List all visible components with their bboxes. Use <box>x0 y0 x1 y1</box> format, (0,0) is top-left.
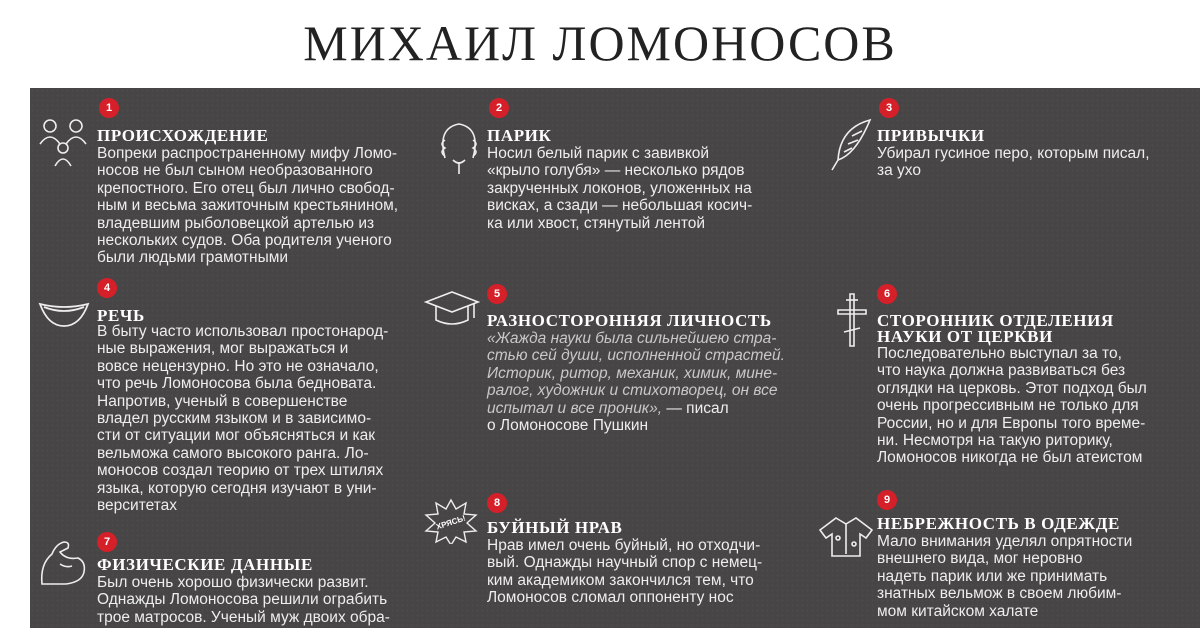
robe-garment-icon <box>818 514 874 558</box>
card-text: Последовательно выступал за то, что наука должна развиваться без оглядки на церковь. Этот подход был очень прогрессивным не только для России, но и для Европы того време- ни. Несмотря на такую риторику, Ломоносов никогда не был атеистом <box>877 345 1147 467</box>
feather-quill-icon <box>830 118 874 172</box>
flexed-arm-icon <box>38 538 88 588</box>
card-number-badge: 2 <box>489 98 509 118</box>
family-people-icon <box>36 114 90 168</box>
card-heading: ПРОИСХОЖДЕНИЕ <box>97 126 269 145</box>
infographic-panel <box>30 88 1200 628</box>
card-text: Мало внимания уделял опрятности внешнего вида, мог неровно надеть парик или же принимать знатных вельмож в своем любим- мом китайском халате <box>877 533 1133 620</box>
card-heading: ПАРИК <box>487 126 552 145</box>
burst-label: ХРЯСЬ! <box>434 513 467 532</box>
card-heading: РЕЧЬ <box>97 306 145 325</box>
card-heading: БУЙНЫЙ НРАВ <box>487 518 623 537</box>
pushkin-quote: «Жажда науки была сильнейшею стра- стью сей души, исполненной страстей. Историк, ритор, механик, химик, мине- ралог, художник и стихотворец, он все испытал и все проник», <box>487 330 785 417</box>
graduation-cap-icon <box>424 288 480 332</box>
quote-attribution: — писал о Ломоносове Пушкин <box>487 399 729 435</box>
card-text: В быту часто использовал простонарод- ные выражения, мог выражаться и вовсе нецензурно. Но это не означало, что речь Ломоносова была бедновата. Напротив, ученый в совершенстве владел русским языком и в зависимо- сти от ситуации мог объясняться и как вельможа самого высокого ранга. Ло- моносов создал теорию от трех штилях языка, которую сегодня изучают в уни- верситетах <box>97 323 389 515</box>
card-text: Вопреки распространенному мифу Ломо- носов не был сыном необразованного крепостного. Его отец был лично свобод- ным и весьма зажиточным крестьянином, владевшим рыболовецкой артелью из нескольких судов. Оба родителя ученого были людьми грамотными <box>97 145 399 267</box>
card-text: Был очень хорошо физически развит. Однажды Ломоносова решили ограбить трое матросов. Ученый муж двоих обра- <box>97 574 390 626</box>
card-number-badge: 5 <box>487 284 507 304</box>
smile-lips-icon <box>38 298 90 328</box>
card-text: Нрав имел очень буйный, но отходчи- вый. Однажды научный спор с немец- ким академиком закончился тем, что Ломоносов сломал оппоненту нос <box>487 537 763 607</box>
comic-burst-icon <box>424 498 478 544</box>
card-number-badge: 1 <box>99 98 119 118</box>
card-number-badge: 3 <box>879 98 899 118</box>
card-heading: НЕБРЕЖНОСТЬ В ОДЕЖДЕ <box>877 514 1120 533</box>
card-number-badge: 9 <box>877 490 897 510</box>
card-heading: ФИЗИЧЕСКИЕ ДАННЫЕ <box>97 555 313 574</box>
card-text: Носил белый парик с завивкой «крыло голубя» — несколько рядов закрученных локонов, уложенных на висках, а сзади — небольшая косич- ка или хвост, стянутый лентой <box>487 145 753 232</box>
card-number-badge: 6 <box>877 284 897 304</box>
wig-icon <box>435 118 483 176</box>
card-text: Убирал гусиное перо, которым писал, за ухо <box>877 145 1150 180</box>
card-heading: СТОРОННИК ОТДЕЛЕНИЯ НАУКИ ОТ ЦЕРКВИ <box>877 311 1114 346</box>
card-number-badge: 7 <box>97 532 117 552</box>
card-number-badge: 8 <box>487 493 507 513</box>
card-heading: РАЗНОСТОРОННЯЯ ЛИЧНОСТЬ <box>487 311 772 330</box>
card-number-badge: 4 <box>97 278 117 298</box>
page-title: МИХАИЛ ЛОМОНОСОВ <box>303 15 897 71</box>
card-heading: ПРИВЫЧКИ <box>877 126 985 145</box>
orthodox-cross-icon <box>836 292 868 348</box>
card-text <box>487 330 785 434</box>
